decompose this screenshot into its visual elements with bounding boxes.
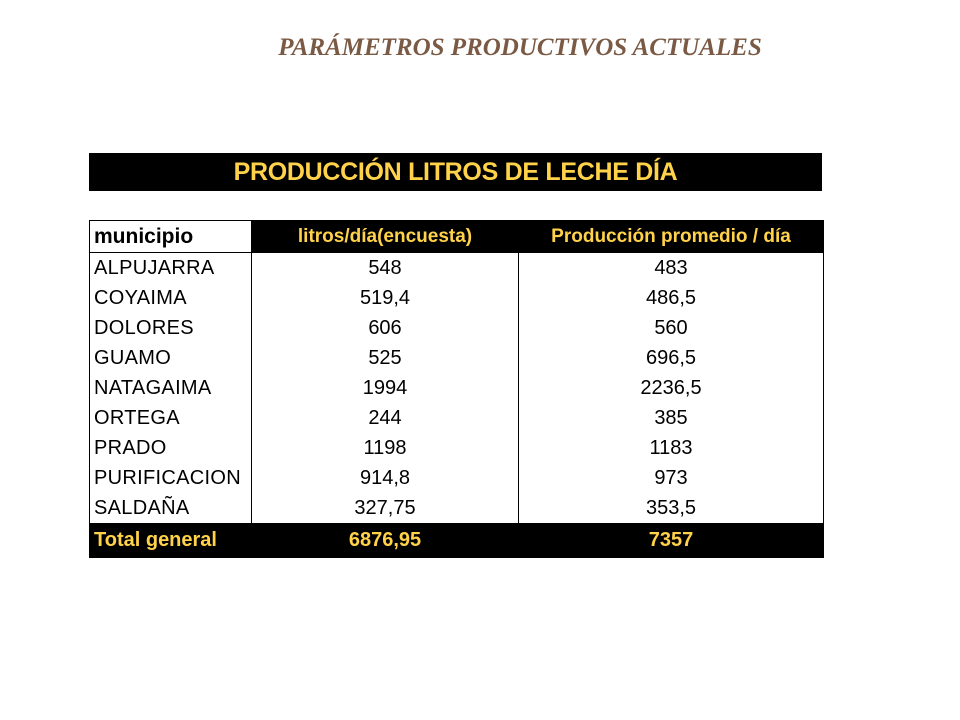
cell-municipio: COYAIMA (90, 283, 252, 313)
cell-litros: 1198 (252, 433, 519, 463)
total-row (90, 524, 824, 558)
cell-promedio: 2236,5 (519, 373, 824, 403)
total-label: Total general (90, 524, 252, 558)
table-row (90, 343, 824, 373)
header-promedio: Producción promedio / día (519, 221, 824, 253)
cell-promedio: 353,5 (519, 493, 824, 524)
cell-litros: 1994 (252, 373, 519, 403)
cell-litros: 519,4 (252, 283, 519, 313)
cell-litros: 327,75 (252, 493, 519, 524)
cell-municipio: ALPUJARRA (90, 253, 252, 284)
cell-litros: 548 (252, 253, 519, 284)
table-row (90, 373, 824, 403)
cell-litros: 244 (252, 403, 519, 433)
cell-promedio: 1183 (519, 433, 824, 463)
table-row (90, 253, 824, 284)
header-municipio: municipio (90, 221, 252, 253)
cell-municipio: ORTEGA (90, 403, 252, 433)
production-table (89, 220, 824, 558)
cell-municipio: GUAMO (90, 343, 252, 373)
total-promedio: 7357 (519, 524, 824, 558)
table-header-row (90, 221, 824, 253)
cell-municipio: NATAGAIMA (90, 373, 252, 403)
table-row (90, 493, 824, 524)
page-title: PARÁMETROS PRODUCTIVOS ACTUALES (278, 34, 762, 61)
cell-promedio: 486,5 (519, 283, 824, 313)
cell-promedio: 385 (519, 403, 824, 433)
cell-municipio: SALDAÑA (90, 493, 252, 524)
table-banner: PRODUCCIÓN LITROS DE LECHE DÍA (89, 153, 822, 191)
total-litros: 6876,95 (252, 524, 519, 558)
cell-municipio: PRADO (90, 433, 252, 463)
header-litros: litros/día(encuesta) (252, 221, 519, 253)
cell-municipio: PURIFICACION (90, 463, 252, 493)
table-row (90, 313, 824, 343)
cell-promedio: 560 (519, 313, 824, 343)
cell-municipio: DOLORES (90, 313, 252, 343)
cell-promedio: 696,5 (519, 343, 824, 373)
cell-promedio: 973 (519, 463, 824, 493)
table-row (90, 433, 824, 463)
cell-promedio: 483 (519, 253, 824, 284)
table-row (90, 463, 824, 493)
table-row (90, 283, 824, 313)
cell-litros: 914,8 (252, 463, 519, 493)
table-row (90, 403, 824, 433)
cell-litros: 525 (252, 343, 519, 373)
cell-litros: 606 (252, 313, 519, 343)
